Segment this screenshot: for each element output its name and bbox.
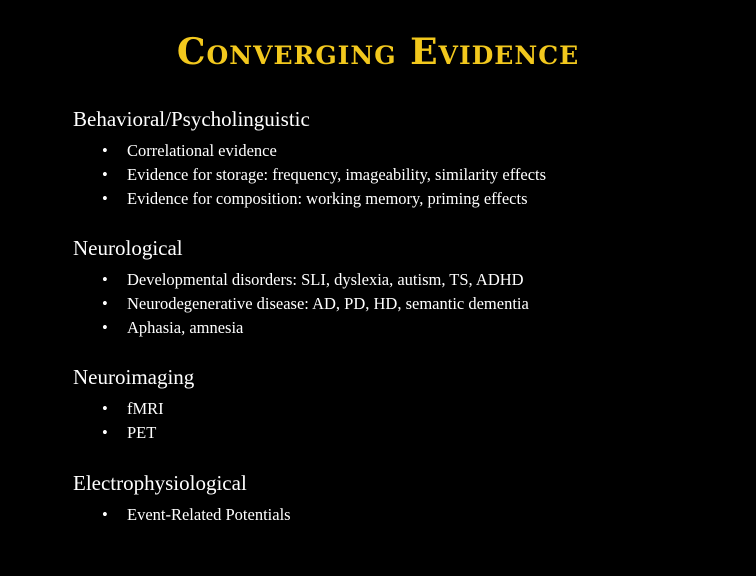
list-item xyxy=(102,163,733,187)
bullet-list xyxy=(73,397,733,445)
section-heading: Neuroimaging xyxy=(73,365,195,389)
bullet-icon: • xyxy=(102,270,108,289)
section-heading: Behavioral/Psycholinguistic xyxy=(73,107,310,131)
bullet-icon: • xyxy=(102,505,108,524)
list-item xyxy=(102,503,733,527)
bullet-icon: • xyxy=(102,294,108,313)
bullet-icon: • xyxy=(102,165,108,184)
list-item xyxy=(102,421,733,445)
bullet-list xyxy=(73,503,733,527)
list-item xyxy=(102,397,733,421)
bullet-list xyxy=(73,139,733,211)
section-heading: Neurological xyxy=(73,236,183,260)
bullet-text: Developmental disorders: SLI, dyslexia, autism, TS, ADHD xyxy=(127,270,524,289)
section-neuroimaging xyxy=(73,364,733,445)
slide-title: Converging Evidence xyxy=(176,31,580,73)
bullet-icon: • xyxy=(102,318,108,337)
bullet-list xyxy=(73,268,733,340)
list-item xyxy=(102,316,733,340)
bullet-text: Neurodegenerative disease: AD, PD, HD, semantic dementia xyxy=(127,294,529,313)
bullet-text: fMRI xyxy=(127,399,164,418)
bullet-icon: • xyxy=(102,141,108,160)
bullet-text: Event-Related Potentials xyxy=(127,505,291,524)
bullet-icon: • xyxy=(102,423,108,442)
bullet-text: Evidence for storage: frequency, imageability, similarity effects xyxy=(127,165,547,184)
list-item xyxy=(102,187,733,211)
list-item xyxy=(102,292,733,316)
bullet-text: Evidence for composition: working memory, priming effects xyxy=(127,189,528,208)
section-behavioral xyxy=(73,106,733,211)
list-item xyxy=(102,268,733,292)
list-item xyxy=(102,139,733,163)
section-neurological xyxy=(73,235,733,340)
bullet-icon: • xyxy=(102,189,108,208)
section-heading: Electrophysiological xyxy=(73,471,247,495)
section-electrophysiological xyxy=(73,470,733,527)
bullet-text: PET xyxy=(127,423,157,442)
bullet-text: Aphasia, amnesia xyxy=(127,318,244,337)
bullet-text: Correlational evidence xyxy=(127,141,277,160)
bullet-icon: • xyxy=(102,399,108,418)
